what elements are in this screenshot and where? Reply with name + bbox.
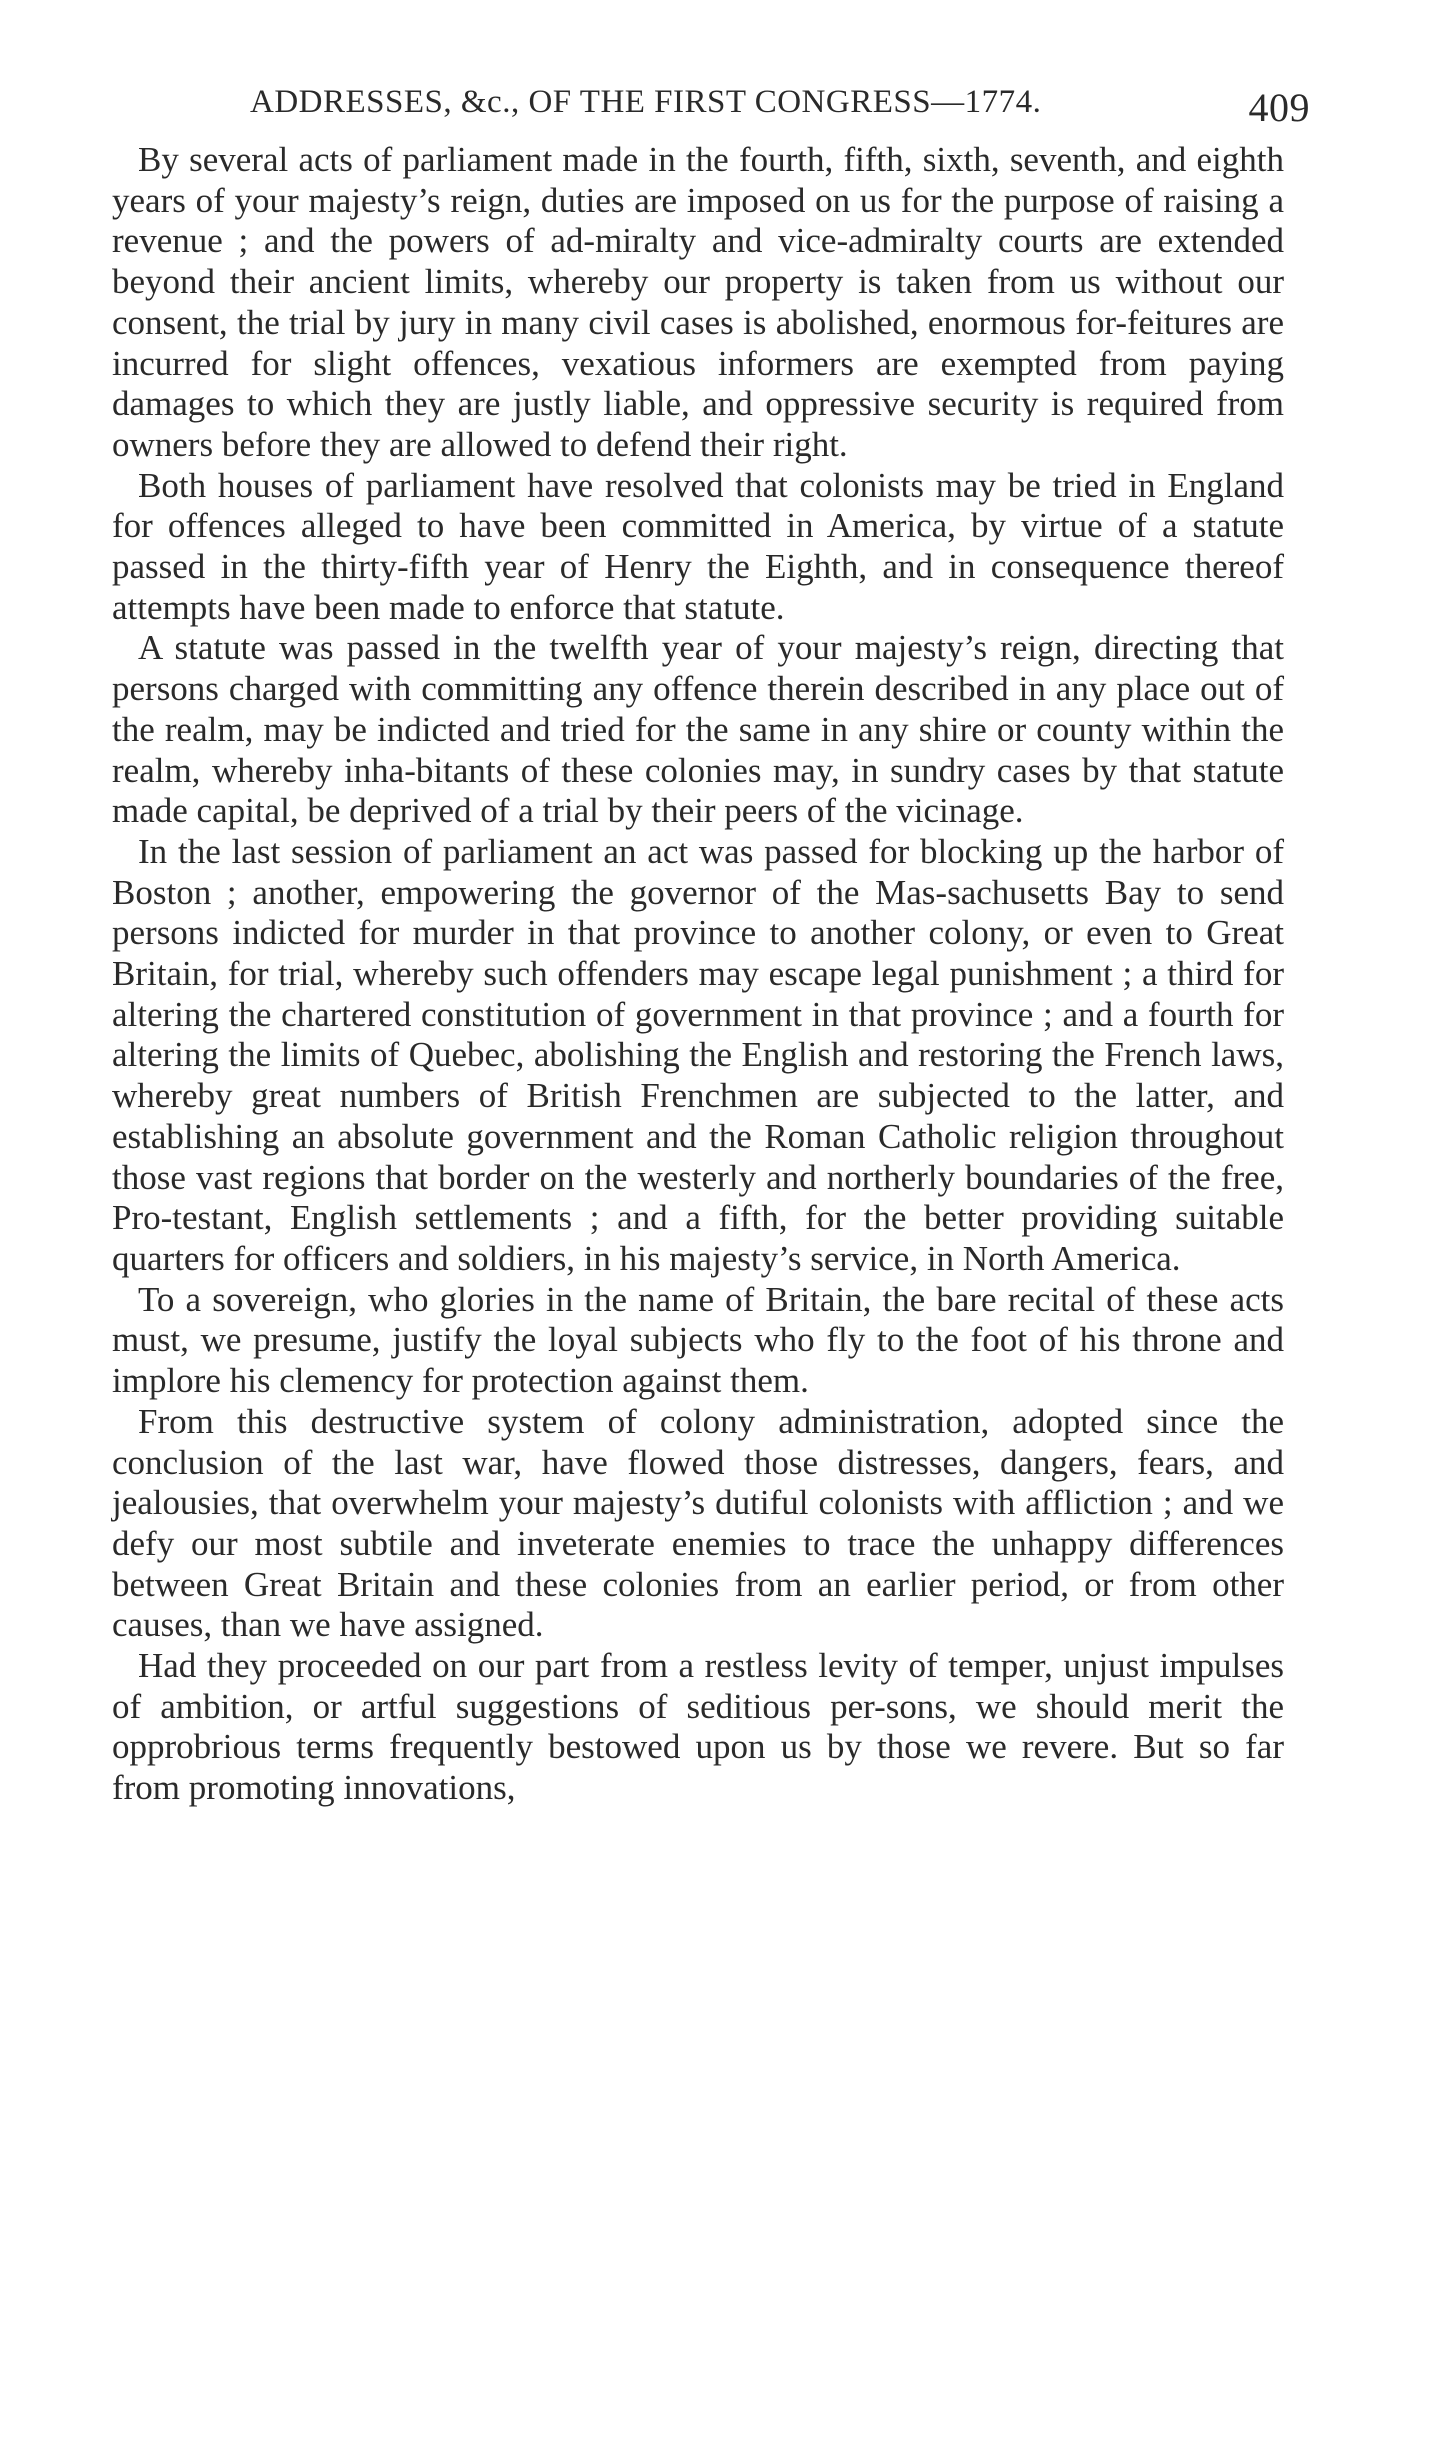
paragraph-acts-of-parliament: By several acts of parliament made in the fourth, fifth, sixth, seventh, and eighth years of your majesty’s reign, duties are imposed on us for the purpose of raising a revenue ; and the powers of ad-miralty and vice-admiralty courts are extended beyond their ancient limits, whereby our property is taken from us without our consent, the trial by jury in many civil cases is abolished, enormous for-feitures are incurred for slight offences, vexatious informers are exempted from paying damages to which they are justly liable, and oppressive security is required from owners before they are allowed to defend their right. — [112, 140, 1284, 464]
paragraph-had-they-proceeded: Had they proceeded on our part from a restless levity of temper, unjust impulses of ambition, or artful suggestions of seditious per-sons, we should merit the opprobrious terms frequently bestowed upon us by those we revere. But so far from promoting innovations, — [112, 1646, 1284, 1808]
paragraph-twelfth-year-statute: A statute was passed in the twelfth year of your majesty’s reign, directing that persons charged with committing any offence therein described in any place out of the realm, may be indicted and tried for the same in any shire or county within the realm, whereby inha-bitants of these colonies may, in sundry cases by that statute made capital, be deprived of a trial by their peers of the vicinage. — [112, 628, 1284, 831]
paragraph-destructive-system: From this destructive system of colony administration, adopted since the conclusion of the last war, have flowed those distresses, dangers, fears, and jealousies, that overwhelm your majesty’s dutiful colonists with affliction ; and we defy our most subtile and inveterate enemies to trace the unhappy differences between Great Britain and these colonies from an earlier period, or from other causes, than we have assigned. — [112, 1401, 1284, 1645]
body-text — [112, 140, 1284, 1809]
page-number: 409 — [1248, 85, 1310, 130]
paragraph-to-a-sovereign: To a sovereign, who glories in the name of Britain, the bare recital of these acts must, we presume, justify the loyal subjects who fly to the foot of his throne and implore his clemency for protection against them. — [112, 1279, 1284, 1401]
paragraph-last-session: In the last session of parliament an act was passed for blocking up the harbor of Boston ; another, empowering the governor of the Mas-sachusetts Bay to send persons indicted for murder in that province to another colony, or even to Great Britain, for trial, whereby such offenders may escape legal punishment ; a third for altering the chartered constitution of government in that province ; and a fourth for altering the limits of Quebec, abolishing the English and restoring the French laws, whereby great numbers of British Frenchmen are subjected to the latter, and establishing an absolute government and the Roman Catholic religion throughout those vast regions that border on the westerly and northerly boundaries of the free, Pro-testant, English settlements ; and a fifth, for the better providing suitable quarters for officers and soldiers, in his majesty’s service, in North America. — [112, 831, 1284, 1278]
running-head — [250, 72, 1310, 132]
paragraph-both-houses: Both houses of parliament have resolved that colonists may be tried in England for offences alleged to have been committed in America, by virtue of a statute passed in the thirty-fifth year of Henry the Eighth, and in consequence thereof attempts have been made to enforce that statute. — [112, 465, 1284, 627]
running-head-title: ADDRESSES, &c., OF THE FIRST CONGRESS—1774. — [250, 84, 1042, 120]
